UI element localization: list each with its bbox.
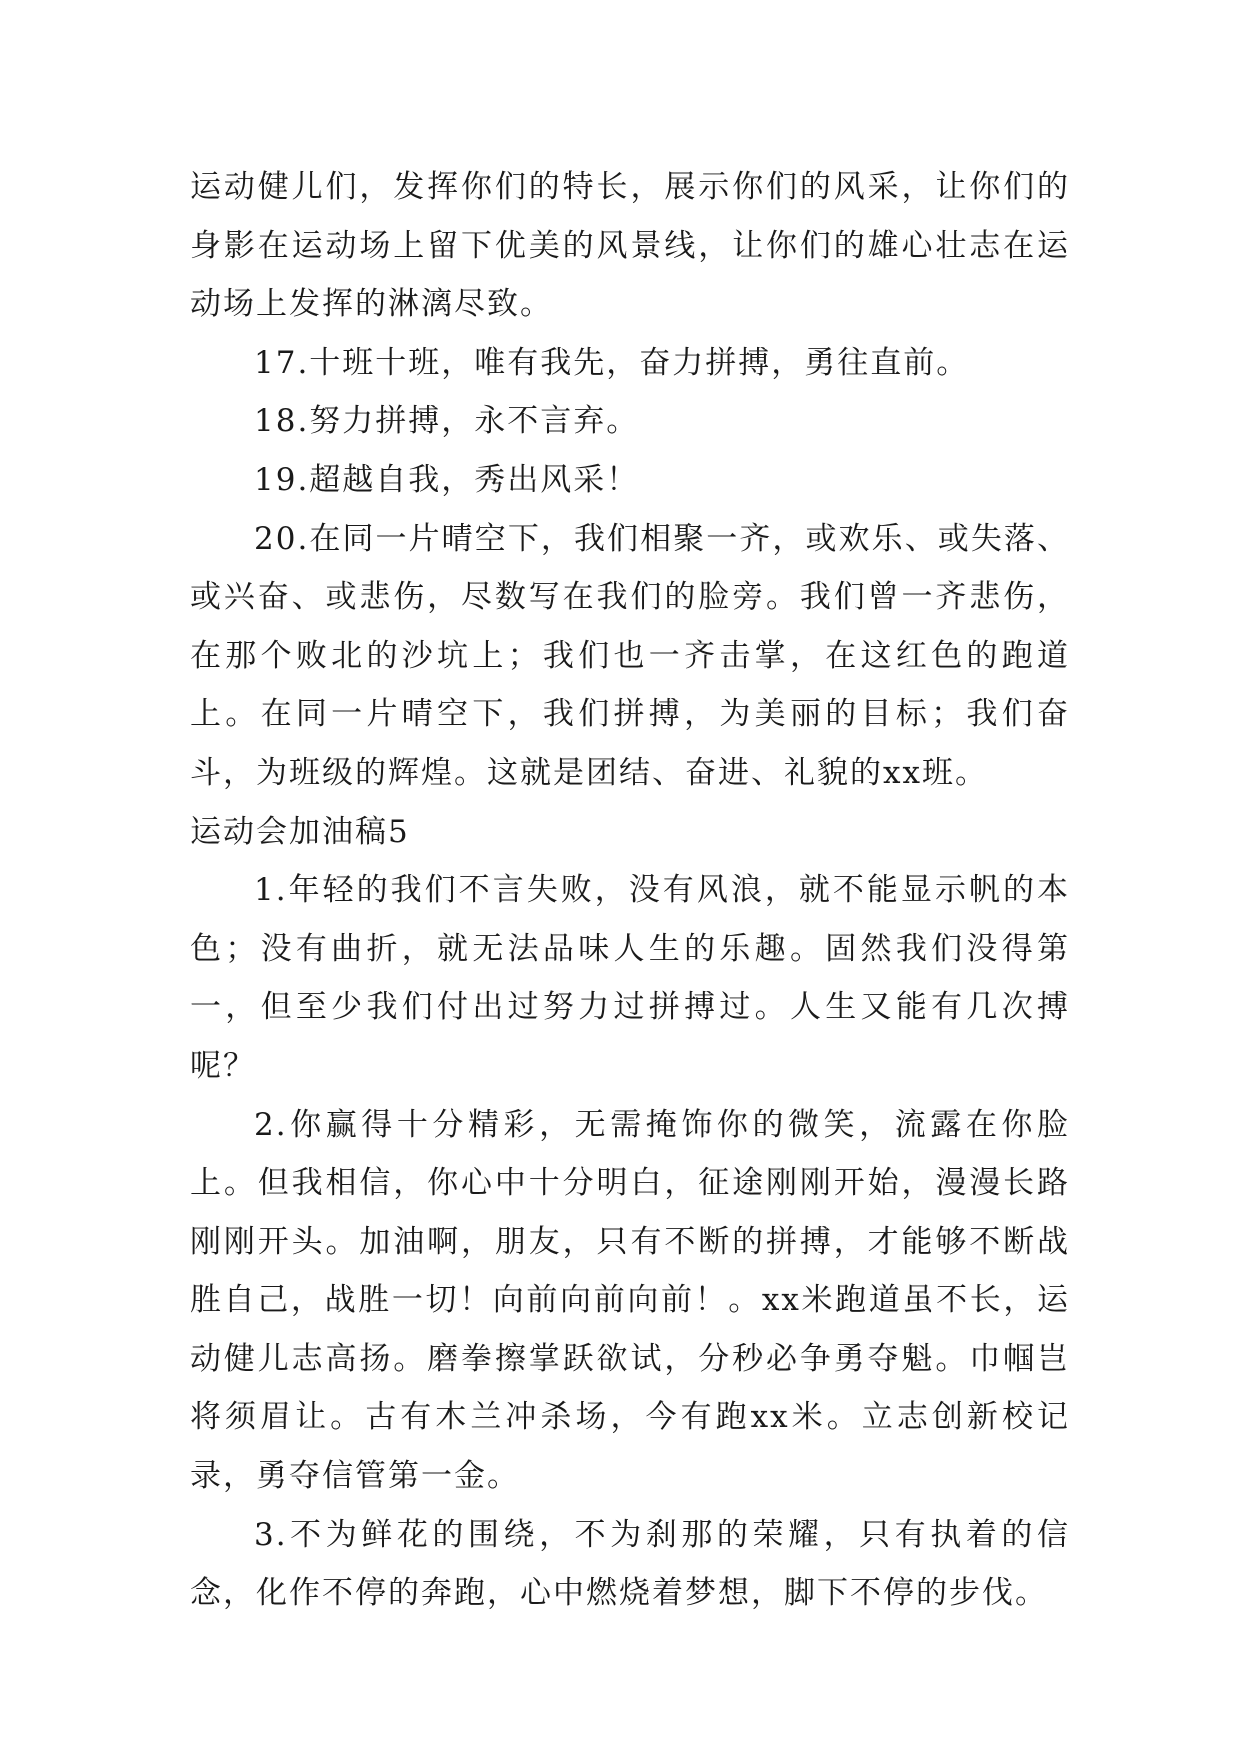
paragraph-item-19: 19.超越自我，秀出风采！ <box>254 461 640 498</box>
section-title: 运动会加油稿5 <box>190 813 410 850</box>
paragraph-intro: 运动健儿们，发挥你们的特长，展示你们的风采，让你们的身影在运动场上留下优美的风景线，让你们的雄心壮志在运动场上发挥的淋漓尽致。 <box>190 169 1070 323</box>
paragraph-item-18: 18.努力拼搏，永不言弃。 <box>254 403 640 440</box>
section-paragraph-3: 3.不为鲜花的围绕，不为刹那的荣耀，只有执着的信念，化作不停的奔跑，心中燃烧着梦想，脚下不停的步伐。 <box>190 1516 1070 1612</box>
paragraph-item-17: 17.十班十班，唯有我先，奋力拼搏，勇往直前。 <box>254 344 970 381</box>
document-body <box>190 158 1070 1623</box>
paragraph-item-20: 20.在同一片晴空下，我们相聚一齐，或欢乐、或失落、或兴奋、或悲伤，尽数写在我们的脸旁。我们曾一齐悲伤，在那个败北的沙坑上；我们也一齐击掌，在这红色的跑道上。在同一片晴空下，我们拼搏，为美丽的目标；我们奋斗，为班级的辉煌。这就是团结、奋进、礼貌的xx班。 <box>190 520 1070 791</box>
section-paragraph-1: 1.年轻的我们不言失败，没有风浪，就不能显示帆的本色；没有曲折，就无法品味人生的乐趣。固然我们没得第一，但至少我们付出过努力过拼搏过。人生又能有几次搏呢？ <box>190 872 1070 1084</box>
section-paragraph-2: 2.你赢得十分精彩，无需掩饰你的微笑，流露在你脸上。但我相信，你心中十分明白，征途刚刚开始，漫漫长路刚刚开头。加油啊，朋友，只有不断的拼搏，才能够不断战胜自己，战胜一切！向前向前向前！。xx米跑道虽不长，运动健儿志高扬。磨拳擦掌跃欲试，分秒必争勇夺魁。巾帼岂将须眉让。古有木兰冲杀场，今有跑xx米。立志创新校记录，勇夺信管第一金。 <box>190 1106 1070 1495</box>
